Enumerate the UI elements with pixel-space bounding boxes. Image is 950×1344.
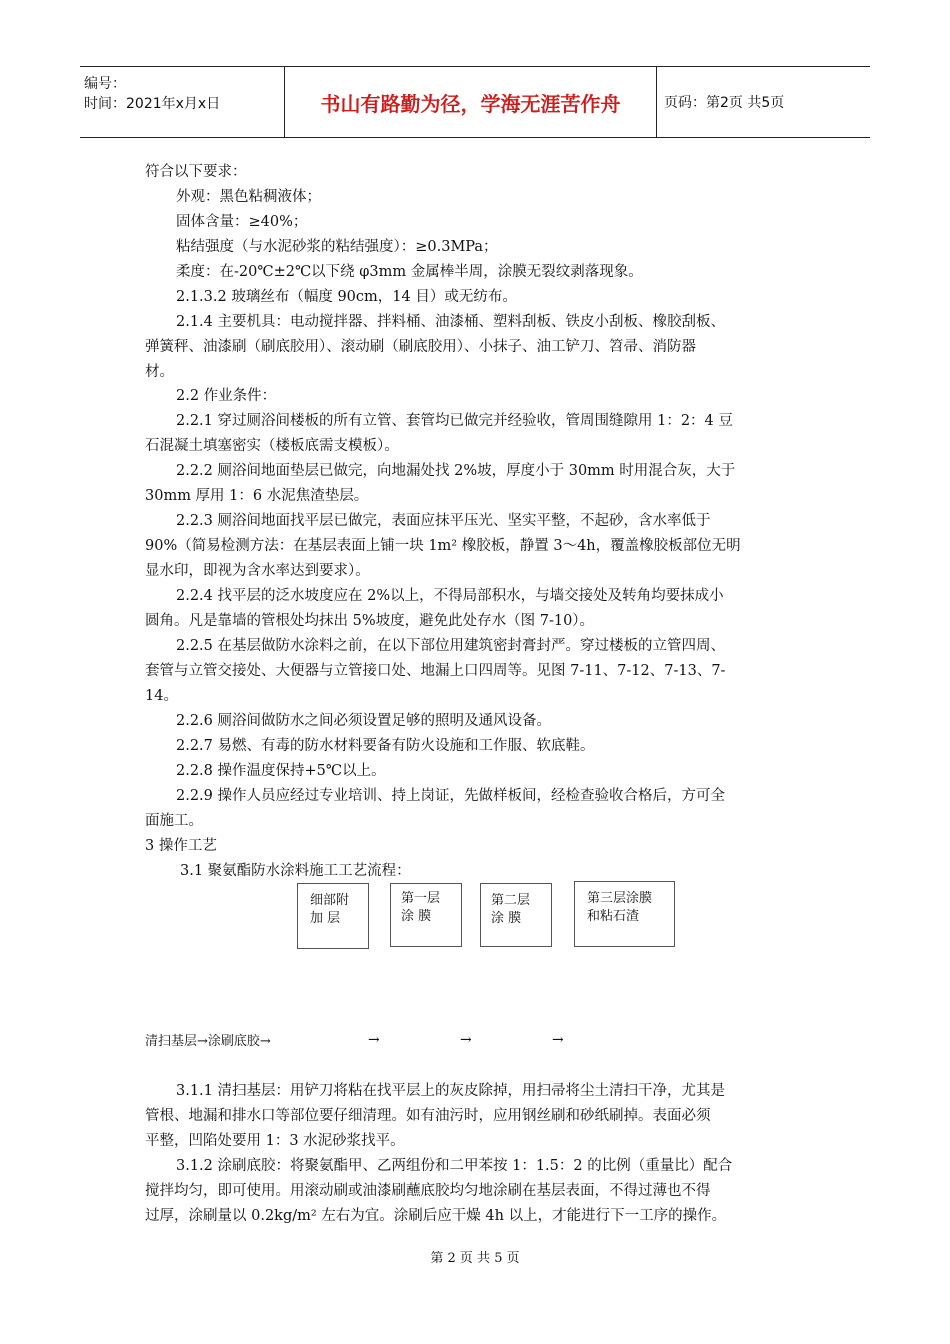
section-heading: 3 操作工艺 [145,838,217,854]
text-line: 搅拌均匀，即可使用。用滚动刷或油漆刷蘸底胶均匀地涂刷在基层表面，不得过薄也不得 [145,1183,711,1199]
text-line: 14。 [145,688,178,704]
text-line: 3.1.2 涂刷底胶：将聚氨酯甲、乙两组份和二甲苯按 1：1.5：2 的比例（重量比）配合 [176,1158,733,1174]
text-line: 圆角。凡是靠墙的管根处均抹出 5%坡度，避免此处存水（图 7-10）。 [145,613,595,629]
text-line: 2.2.3 厕浴间地面找平层已做完，表面应抹平压光、坚实平整，不起砂，含水率低于 [176,513,711,529]
flow-box-third-coat [574,881,675,947]
text-line: 材。 [145,364,174,380]
header-divider [656,67,657,137]
text-line: 2.2.7 易燃、有毒的防水材料要备有防火设施和工作服、软底鞋。 [176,738,595,754]
flow-box-second-coat [480,883,552,947]
header-motto: 书山有路勤为径，学海无涯苦作舟 [320,91,621,116]
text-line: 2.2.8 操作温度保持+5℃以上。 [176,763,386,779]
text-line: 2.2.2 厕浴间地面垫层已做完，向地漏处找 2%坡，厚度小于 30mm 时用混合灰，大于 [176,463,736,479]
flow-arrow: → [552,1032,564,1048]
flow-box-text: 涂 膜 [491,911,522,926]
text-line: 2.2.5 在基层做防水涂料之前，在以下部位用建筑密封膏封严。穿过楼板的立管四周、 [176,638,726,654]
text-line: 3.1 聚氨酯防水涂料施工工艺流程： [180,863,411,879]
flow-start-text: 清扫基层→涂刷底胶→ [145,1034,271,1049]
flow-arrow: → [460,1032,472,1048]
flow-box-text: 细部附 [310,893,350,908]
flow-box-text: 加 层 [310,911,341,926]
text-line: 90%（简易检测方法：在基层表面上铺一块 1m² 橡胶板，静置 3～4h，覆盖橡胶板部位无明 [145,538,741,554]
flow-box-text: 第二层 [491,893,531,908]
text-line: 弹簧秤、油漆刷（刷底胶用）、滚动刷（刷底胶用）、小抹子、油工铲刀、笤帚、消防器 [145,339,696,355]
flow-box-text: 第三层涂膜 [587,891,653,906]
text-line: 固体含量：≥40%； [176,214,308,230]
date-line: 时间：2021年x月x日 [84,96,221,112]
text-line: 柔度：在-20℃±2℃以下绕 φ3mm 金属棒半周，涂膜无裂纹剥落现象。 [176,264,643,280]
text-line: 2.2 作业条件： [176,388,277,404]
text-line: 石混凝土填塞密实（楼板底需支模板）。 [145,438,399,454]
text-line: 2.2.6 厕浴间做防水之间必须设置足够的照明及通风设备。 [176,713,552,729]
text-line: 2.1.4 主要机具：电动搅拌器、拌料桶、油漆桶、塑料刮板、铁皮小刮板、橡胶刮板、 [176,314,726,330]
page-header [80,66,870,138]
flow-box-text: 和粘石渣 [587,909,640,924]
text-line: 2.2.1 穿过厕浴间楼板的所有立管、套管均已做完并经验收，管周围缝隙用 1：2：4 豆 [176,413,733,429]
text-line: 3.1.1 清扫基层：用铲刀将粘在找平层上的灰皮除掉，用扫帚将尘土清扫干净，尤其是 [176,1083,726,1099]
flow-box-text: 第一层 [401,891,441,906]
header-page-info: 页码：第2页 共5页 [664,95,785,111]
text-line: 2.2.9 操作人员应经过专业培训、持上岗证，先做样板间，经检查验收合格后，方可全 [176,788,726,804]
text-line: 符合以下要求： [145,164,247,180]
text-line: 面施工。 [145,813,203,829]
text-line: 30mm 厚用 1：6 水泥焦渣垫层。 [145,488,369,504]
page-footer: 第 2 页 共 5 页 [430,1251,520,1266]
text-line: 套管与立管交接处、大便器与立管接口处、地漏上口四周等。见图 7-11、7-12、7-13、7- [145,663,726,679]
text-line: 过厚，涂刷量以 0.2kg/m² 左右为宜。涂刷后应干燥 4h 以上，才能进行下一工序的操作。 [145,1208,727,1224]
text-line: 粘结强度（与水泥砂浆的粘结强度）：≥0.3MPa； [176,239,498,255]
flow-box-text: 涂 膜 [401,909,432,924]
text-line: 显水印，即视为含水率达到要求）。 [145,563,370,579]
text-line: 外观：黑色粘稠液体； [176,189,321,205]
flow-arrow: → [368,1032,380,1048]
serial-label: 编号： [84,76,126,92]
text-line: 2.2.4 找平层的泛水坡度应在 2%以上，不得局部积水，与墙交接处及转角均要抹成小 [176,588,724,604]
flow-box-detail-layer [297,883,369,949]
text-line: 管根、地漏和排水口等部位要仔细清理。如有油污时，应用钢丝刷和砂纸刷掉。表面必须 [145,1108,711,1124]
flow-box-first-coat [390,883,462,947]
header-info-cell [80,67,284,137]
text-line: 平整，凹陷处要用 1：3 水泥砂浆找平。 [145,1133,405,1149]
text-line: 2.1.3.2 玻璃丝布（幅度 90cm，14 目）或无纺布。 [176,289,517,305]
